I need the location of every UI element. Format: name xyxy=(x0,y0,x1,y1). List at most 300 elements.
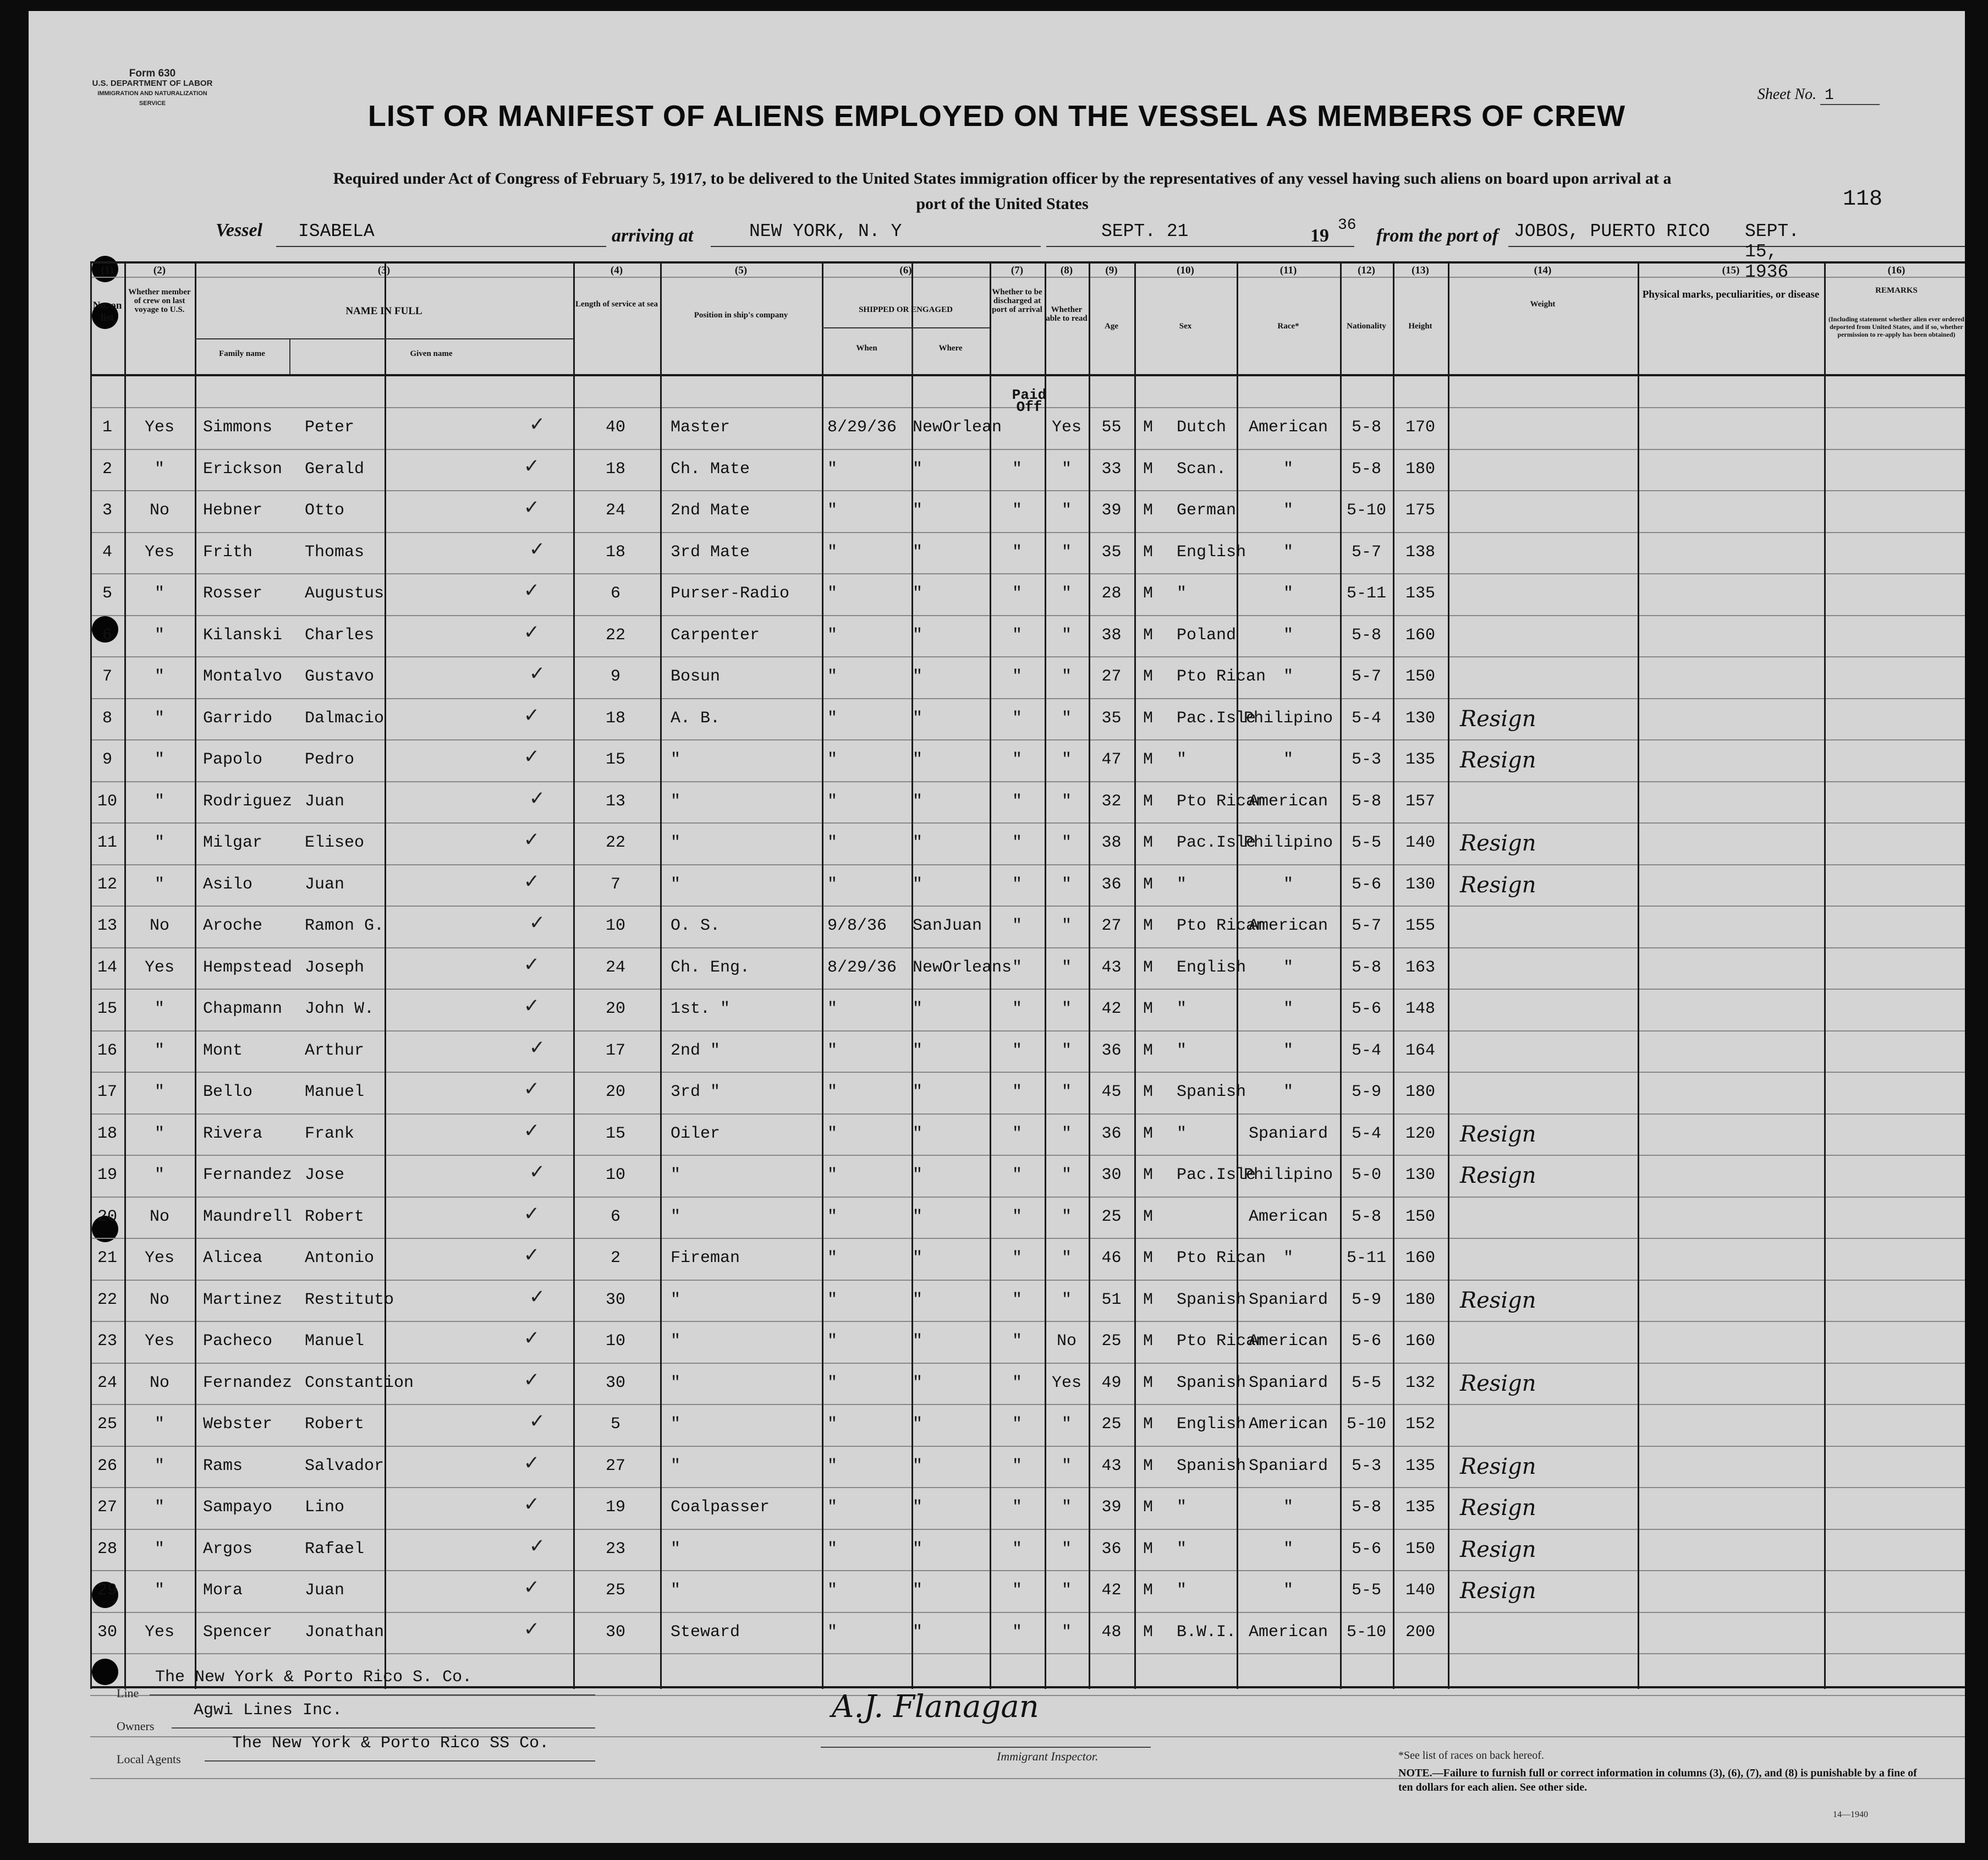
shipped-where-cell: " xyxy=(913,709,923,728)
prior-voyage-cell: " xyxy=(154,1498,164,1517)
family-name-cell: Pacheco xyxy=(203,1332,273,1351)
prior-voyage-cell: " xyxy=(154,1041,164,1060)
shipped-where-cell: " xyxy=(913,1332,923,1351)
line-label: Line xyxy=(117,1686,139,1700)
row-number-cell: 10 xyxy=(97,792,117,811)
able-to-read-cell: " xyxy=(1061,1290,1072,1309)
service-length-cell: 30 xyxy=(605,1622,625,1642)
checkmark-icon: ✓ xyxy=(525,454,539,480)
weight-cell: 170 xyxy=(1405,418,1435,437)
prior-voyage-cell: Yes xyxy=(144,1622,174,1642)
able-to-read-cell: " xyxy=(1061,709,1072,728)
prior-voyage-cell: No xyxy=(149,501,169,520)
age-cell: 47 xyxy=(1101,750,1122,769)
row-number-cell: 11 xyxy=(97,833,117,852)
sex-cell: M xyxy=(1143,542,1153,562)
able-to-read-cell: " xyxy=(1061,958,1072,977)
col11-header: Race* xyxy=(1277,322,1299,331)
height-cell: 5-8 xyxy=(1351,626,1381,645)
family-name-cell: Hempstead xyxy=(203,958,293,977)
row-number-cell: 12 xyxy=(97,875,117,894)
given-name-cell: Robert xyxy=(305,1207,365,1226)
nationality-cell: " xyxy=(1283,1581,1293,1600)
shipped-when-cell: " xyxy=(827,1456,838,1475)
checkmark-icon: ✓ xyxy=(525,1078,539,1102)
arrival-date: SEPT. 21 xyxy=(1101,221,1189,242)
sex-cell: M xyxy=(1143,1041,1153,1060)
sex-cell: M xyxy=(1143,584,1153,603)
physical-marks-cell: Resign xyxy=(1460,1370,1536,1396)
discharge-flag-cell: " xyxy=(1012,1415,1022,1434)
sex-cell: M xyxy=(1143,792,1153,811)
row-number-cell: 15 xyxy=(97,1000,117,1018)
shipped-when-cell: 9/8/36 xyxy=(827,917,887,935)
age-cell: 48 xyxy=(1101,1622,1122,1642)
row-number-cell: 2 xyxy=(102,459,112,479)
discharge-flag-cell: " xyxy=(1012,958,1022,977)
age-cell: 36 xyxy=(1101,1041,1122,1060)
shipped-when-cell: " xyxy=(827,1249,838,1268)
prior-voyage-cell: " xyxy=(154,750,164,769)
shipped-when-cell: " xyxy=(827,1539,838,1559)
shipped-when-cell: " xyxy=(827,833,838,852)
family-name-cell: Mont xyxy=(203,1041,243,1060)
shipped-where-cell: " xyxy=(913,501,923,520)
ship-position-cell: Ch. Mate xyxy=(671,459,750,479)
able-to-read-cell: " xyxy=(1061,626,1072,645)
ship-position-cell: 2nd " xyxy=(671,1041,721,1060)
sex-cell: M xyxy=(1143,1622,1153,1642)
service-length-cell: 18 xyxy=(605,542,625,562)
shipped-where-cell: " xyxy=(913,750,923,769)
shipped-when-header: When xyxy=(856,344,877,353)
height-cell: 5-7 xyxy=(1351,917,1381,935)
family-name-cell: Rivera xyxy=(203,1124,263,1143)
given-name-cell: Jonathan xyxy=(305,1622,385,1642)
service-length-cell: 22 xyxy=(605,833,625,852)
able-to-read-cell: " xyxy=(1061,542,1072,562)
given-name-cell: Thomas xyxy=(305,542,365,562)
weight-cell: 130 xyxy=(1405,1166,1435,1184)
prior-voyage-cell: " xyxy=(154,709,164,728)
sex-cell: M xyxy=(1143,1290,1153,1309)
height-cell: 5-7 xyxy=(1351,542,1381,562)
row-number-cell: 22 xyxy=(97,1290,117,1309)
physical-marks-cell: Resign xyxy=(1460,748,1536,773)
col16-header: REMARKS xyxy=(1875,286,1918,295)
service-length-cell: 6 xyxy=(610,1207,620,1226)
race-cell: Pto Rican xyxy=(1177,1249,1266,1268)
row-number-cell: 18 xyxy=(97,1124,117,1143)
race-cell: " xyxy=(1177,1581,1187,1600)
col14-number: (14) xyxy=(1534,265,1552,276)
checkmark-icon: ✓ xyxy=(530,537,544,563)
height-cell: 5-9 xyxy=(1351,1083,1381,1101)
physical-marks-cell: Resign xyxy=(1460,1163,1536,1188)
race-cell: " xyxy=(1177,1124,1187,1143)
given-name-cell: Eliseo xyxy=(305,833,365,852)
row-number-cell: 4 xyxy=(102,542,112,562)
sex-cell: M xyxy=(1143,1083,1153,1101)
row-number-cell: 20 xyxy=(97,1207,117,1226)
col4-header: Length of service at sea xyxy=(575,300,658,309)
discharge-flag-cell: " xyxy=(1012,917,1022,935)
checkmark-icon: ✓ xyxy=(525,1368,539,1393)
shipped-when-cell: " xyxy=(827,1415,838,1434)
given-name-cell: Otto xyxy=(305,501,345,520)
sex-cell: M xyxy=(1143,1581,1153,1600)
sheet-number-value: 1 xyxy=(1820,87,1880,105)
ship-position-cell: Oiler xyxy=(671,1124,721,1143)
given-name-cell: Robert xyxy=(305,1415,365,1434)
sex-cell: M xyxy=(1143,501,1153,520)
able-to-read-cell: " xyxy=(1061,1207,1072,1226)
race-cell: Pac.Isle xyxy=(1177,1166,1256,1184)
nationality-cell: American xyxy=(1248,418,1328,437)
discharge-flag-cell: " xyxy=(1012,1539,1022,1559)
race-cell: " xyxy=(1177,875,1187,894)
checkmark-icon: ✓ xyxy=(525,870,539,895)
sex-cell: M xyxy=(1143,667,1153,686)
col12-number: (12) xyxy=(1358,265,1375,276)
shipped-where-cell: " xyxy=(913,1539,923,1559)
shipped-when-cell: " xyxy=(827,1581,838,1600)
row-number-cell: 19 xyxy=(97,1166,117,1184)
given-name-cell: Augustus xyxy=(305,584,385,603)
age-cell: 51 xyxy=(1101,1290,1122,1309)
paid-off-annotation: Paid Off xyxy=(1012,387,1047,415)
able-to-read-cell: " xyxy=(1061,1622,1072,1642)
race-cell: German xyxy=(1177,501,1237,520)
shipped-where-cell: " xyxy=(913,1249,923,1268)
shipped-when-cell: " xyxy=(827,750,838,769)
prior-voyage-cell: " xyxy=(154,1415,164,1434)
service-length-cell: 23 xyxy=(605,1539,625,1559)
col6-number: (6) xyxy=(899,265,912,276)
height-cell: 5-5 xyxy=(1351,833,1381,852)
discharge-flag-cell: " xyxy=(1012,750,1022,769)
physical-marks-cell: Resign xyxy=(1460,831,1536,856)
given-name-cell: Salvador xyxy=(305,1456,385,1475)
row-number-cell: 1 xyxy=(102,418,112,437)
race-cell: " xyxy=(1177,1498,1187,1517)
given-name-cell: Dalmacio xyxy=(305,709,385,728)
weight-cell: 200 xyxy=(1405,1622,1435,1642)
col11-number: (11) xyxy=(1279,265,1297,276)
family-name-cell: Frith xyxy=(203,542,253,562)
age-cell: 45 xyxy=(1101,1083,1122,1101)
year-prefix: 19 xyxy=(1310,226,1329,246)
discharge-flag-cell: " xyxy=(1012,542,1022,562)
nationality-cell: American xyxy=(1248,917,1328,935)
physical-marks-cell: Resign xyxy=(1460,1537,1536,1562)
col7-number: (7) xyxy=(1011,265,1024,276)
service-length-cell: 18 xyxy=(605,459,625,479)
shipped-where-header: Where xyxy=(938,344,963,353)
family-name-cell: Argos xyxy=(203,1539,253,1559)
prior-voyage-cell: " xyxy=(154,1581,164,1600)
family-name-cell: Spencer xyxy=(203,1622,273,1642)
family-name-cell: Fernandez xyxy=(203,1166,293,1184)
nationality-cell: " xyxy=(1283,1249,1293,1268)
col9-header: Age xyxy=(1105,322,1118,331)
able-to-read-cell: " xyxy=(1061,1498,1072,1517)
stamp-number: 118 xyxy=(1842,187,1882,212)
col5-header: Position in ship's company xyxy=(694,311,788,320)
shipped-where-cell: " xyxy=(913,1622,923,1642)
row-number-cell: 21 xyxy=(97,1249,117,1268)
row-number-cell: 16 xyxy=(97,1041,117,1060)
weight-cell: 132 xyxy=(1405,1373,1435,1392)
service-length-cell: 10 xyxy=(605,1166,625,1184)
row-number-cell: 13 xyxy=(97,917,117,935)
race-cell: Spanish xyxy=(1177,1456,1246,1475)
age-cell: 36 xyxy=(1101,1124,1122,1143)
age-cell: 33 xyxy=(1101,459,1122,479)
inspector-label: Immigrant Inspector. xyxy=(997,1749,1099,1763)
age-cell: 42 xyxy=(1101,1000,1122,1018)
family-name-cell: Bello xyxy=(203,1083,253,1101)
family-name-cell: Garrido xyxy=(203,709,273,728)
age-cell: 55 xyxy=(1101,418,1122,437)
given-name-cell: Frank xyxy=(305,1124,355,1143)
age-cell: 43 xyxy=(1101,1456,1122,1475)
service-length-cell: 15 xyxy=(605,750,625,769)
discharge-flag-cell: " xyxy=(1012,833,1022,852)
family-name-cell: Asilo xyxy=(203,875,253,894)
nationality-cell: Spaniard xyxy=(1248,1290,1328,1309)
shipped-where-cell: NewOrlean xyxy=(913,418,1002,437)
service-length-cell: 17 xyxy=(605,1041,625,1060)
given-name-cell: Juan xyxy=(305,792,345,811)
page-subtitle xyxy=(122,166,1882,217)
ship-position-cell: Fireman xyxy=(671,1249,740,1268)
weight-cell: 138 xyxy=(1405,542,1435,562)
age-cell: 39 xyxy=(1101,1498,1122,1517)
race-cell: " xyxy=(1177,1041,1187,1060)
shipped-where-cell: " xyxy=(913,1041,923,1060)
ship-position-cell: " xyxy=(671,833,681,852)
able-to-read-cell: " xyxy=(1061,792,1072,811)
shipped-where-cell: " xyxy=(913,1415,923,1434)
weight-cell: 164 xyxy=(1405,1041,1435,1060)
able-to-read-cell: " xyxy=(1061,1415,1072,1434)
ship-position-cell: Carpenter xyxy=(671,626,760,645)
prior-voyage-cell: " xyxy=(154,626,164,645)
row-number-cell: 9 xyxy=(102,750,112,769)
weight-cell: 150 xyxy=(1405,667,1435,686)
sex-cell: M xyxy=(1143,875,1153,894)
discharge-flag-cell: " xyxy=(1012,459,1022,479)
weight-cell: 135 xyxy=(1405,750,1435,769)
able-to-read-cell: " xyxy=(1061,1041,1072,1060)
weight-cell: 160 xyxy=(1405,1332,1435,1351)
given-name-cell: Ramon G. xyxy=(305,917,385,935)
checkmark-icon: ✓ xyxy=(530,1534,544,1560)
service-length-cell: 5 xyxy=(610,1415,620,1434)
service-length-cell: 10 xyxy=(605,917,625,935)
checkmark-icon: ✓ xyxy=(525,496,539,521)
nationality-cell: " xyxy=(1283,1083,1293,1101)
ship-position-cell: " xyxy=(671,750,681,769)
prior-voyage-cell: " xyxy=(154,459,164,479)
height-cell: 5-11 xyxy=(1346,1249,1386,1268)
given-name-cell: Arthur xyxy=(305,1041,365,1060)
discharge-flag-cell: " xyxy=(1012,1498,1022,1517)
col2-header: Whether member of crew on last voyage to U.S. xyxy=(128,288,191,314)
able-to-read-cell: " xyxy=(1061,875,1072,894)
row-number-cell: 23 xyxy=(97,1332,117,1351)
shipped-when-cell: " xyxy=(827,1041,838,1060)
family-name-cell: Milgar xyxy=(203,833,263,852)
checkmark-icon: ✓ xyxy=(525,1493,539,1518)
prior-voyage-cell: Yes xyxy=(144,1249,174,1268)
nationality-cell: Spaniard xyxy=(1248,1373,1328,1392)
sex-cell: M xyxy=(1143,626,1153,645)
col9-number: (9) xyxy=(1105,265,1118,276)
discharge-flag-cell: " xyxy=(1012,1207,1022,1226)
row-number-cell: 17 xyxy=(97,1083,117,1101)
ship-position-cell: Steward xyxy=(671,1622,740,1642)
checkmark-icon: ✓ xyxy=(525,1119,539,1144)
prior-voyage-cell: No xyxy=(149,917,169,935)
family-name-cell: Sampayo xyxy=(203,1498,273,1517)
sex-cell: M xyxy=(1143,750,1153,769)
height-cell: 5-10 xyxy=(1346,501,1386,520)
shipped-where-cell: " xyxy=(913,875,923,894)
discharge-flag-cell: " xyxy=(1012,626,1022,645)
discharge-flag-cell: " xyxy=(1012,1083,1022,1101)
weight-cell: 130 xyxy=(1405,875,1435,894)
weight-cell: 140 xyxy=(1405,833,1435,852)
able-to-read-cell: " xyxy=(1061,750,1072,769)
weight-cell: 152 xyxy=(1405,1415,1435,1434)
height-cell: 5-6 xyxy=(1351,1000,1381,1018)
penalty-note: NOTE.—Failure to furnish full or correct information in columns (3), (6), (7), and (8) is punishable by a fine of ten dollars for each alien. See other side. xyxy=(1398,1767,1917,1793)
sex-cell: M xyxy=(1143,1000,1153,1018)
prior-voyage-cell: " xyxy=(154,833,164,852)
height-cell: 5-10 xyxy=(1346,1622,1386,1642)
service-length-cell: 22 xyxy=(605,626,625,645)
checkmark-icon: ✓ xyxy=(525,1202,539,1227)
race-cell: Pac.Isle xyxy=(1177,709,1256,728)
shipped-when-cell: " xyxy=(827,1332,838,1351)
race-cell: Dutch xyxy=(1177,418,1227,437)
discharge-flag-cell: " xyxy=(1012,1373,1022,1392)
age-cell: 28 xyxy=(1101,584,1122,603)
form-code: 14—1940 xyxy=(1833,1810,1868,1819)
height-cell: 5-5 xyxy=(1351,1581,1381,1600)
col14-header: Weight xyxy=(1530,300,1556,309)
row-number-cell: 7 xyxy=(102,667,112,686)
shipped-where-cell: " xyxy=(913,459,923,479)
shipped-where-cell: " xyxy=(913,1456,923,1475)
ship-position-cell: 1st. " xyxy=(671,1000,731,1018)
vessel-name: ISABELA xyxy=(298,221,375,242)
row-number-cell: 6 xyxy=(102,626,112,645)
able-to-read-cell: " xyxy=(1061,1539,1072,1559)
able-to-read-cell: " xyxy=(1061,584,1072,603)
family-name-cell: Montalvo xyxy=(203,667,283,686)
discharge-flag-cell: " xyxy=(1012,1290,1022,1309)
family-name-cell: Fernandez xyxy=(203,1373,293,1392)
prior-voyage-cell: No xyxy=(149,1290,169,1309)
weight-cell: 175 xyxy=(1405,501,1435,520)
manifest-sheet xyxy=(29,11,1965,1843)
discharge-flag-cell: " xyxy=(1012,1622,1022,1642)
ship-position-cell: Coalpasser xyxy=(671,1498,770,1517)
row-number-cell: 24 xyxy=(97,1373,117,1392)
crew-table xyxy=(90,261,1965,1689)
family-name-cell: Kilanski xyxy=(203,626,283,645)
line-value: The New York & Porto Rico S. Co. xyxy=(155,1668,473,1687)
weight-cell: 120 xyxy=(1405,1124,1435,1143)
weight-cell: 157 xyxy=(1405,792,1435,811)
family-name-header: Family name xyxy=(219,349,265,358)
given-name-cell: Pedro xyxy=(305,750,355,769)
service-length-cell: 24 xyxy=(605,958,625,977)
given-name-cell: Rafael xyxy=(305,1539,365,1559)
prior-voyage-cell: " xyxy=(154,1166,164,1184)
race-cell: Pto Rican xyxy=(1177,667,1266,686)
weight-cell: 140 xyxy=(1405,1581,1435,1600)
age-cell: 42 xyxy=(1101,1581,1122,1600)
race-cell: Pto Rican xyxy=(1177,917,1266,935)
col12-header: Nationality xyxy=(1347,322,1386,331)
nationality-cell: " xyxy=(1283,584,1293,603)
age-cell: 25 xyxy=(1101,1332,1122,1351)
height-cell: 5-0 xyxy=(1351,1166,1381,1184)
able-to-read-cell: No xyxy=(1056,1332,1077,1351)
height-cell: 5-9 xyxy=(1351,1290,1381,1309)
weight-cell: 180 xyxy=(1405,1083,1435,1101)
age-cell: 35 xyxy=(1101,709,1122,728)
family-name-cell: Rodriguez xyxy=(203,792,293,811)
race-cell: English xyxy=(1177,1415,1246,1434)
weight-cell: 155 xyxy=(1405,917,1435,935)
weight-cell: 180 xyxy=(1405,1290,1435,1309)
height-cell: 5-6 xyxy=(1351,875,1381,894)
checkmark-icon: ✓ xyxy=(525,1244,539,1269)
checkmark-icon: ✓ xyxy=(530,1410,544,1435)
shipped-where-cell: " xyxy=(913,1124,923,1143)
family-name-cell: Hebner xyxy=(203,501,263,520)
age-cell: 38 xyxy=(1101,626,1122,645)
service-length-cell: 2 xyxy=(610,1249,620,1268)
given-name-cell: Manuel xyxy=(305,1332,365,1351)
family-name-cell: Rosser xyxy=(203,584,263,603)
service-length-cell: 20 xyxy=(605,1000,625,1018)
shipped-where-cell: " xyxy=(913,1373,923,1392)
discharge-flag-cell: " xyxy=(1012,1041,1022,1060)
col5-number: (5) xyxy=(734,265,748,276)
shipped-where-cell: " xyxy=(913,1581,923,1600)
race-cell: Poland xyxy=(1177,626,1237,645)
col16-number: (16) xyxy=(1887,265,1905,276)
local-agents-value: The New York & Porto Rico SS Co. xyxy=(232,1734,550,1753)
col10-number: (10) xyxy=(1177,265,1194,276)
checkmark-icon: ✓ xyxy=(530,787,544,812)
race-cell: " xyxy=(1177,584,1187,603)
local-agents-label: Local Agents xyxy=(117,1752,181,1766)
given-name-cell: John W. xyxy=(305,1000,375,1018)
age-cell: 46 xyxy=(1101,1249,1122,1268)
owners-value: Agwi Lines Inc. xyxy=(194,1701,343,1720)
race-cell: " xyxy=(1177,1000,1187,1018)
checkmark-icon: ✓ xyxy=(530,413,544,438)
family-name-cell: Maundrell xyxy=(203,1207,293,1226)
able-to-read-cell: " xyxy=(1061,1249,1072,1268)
